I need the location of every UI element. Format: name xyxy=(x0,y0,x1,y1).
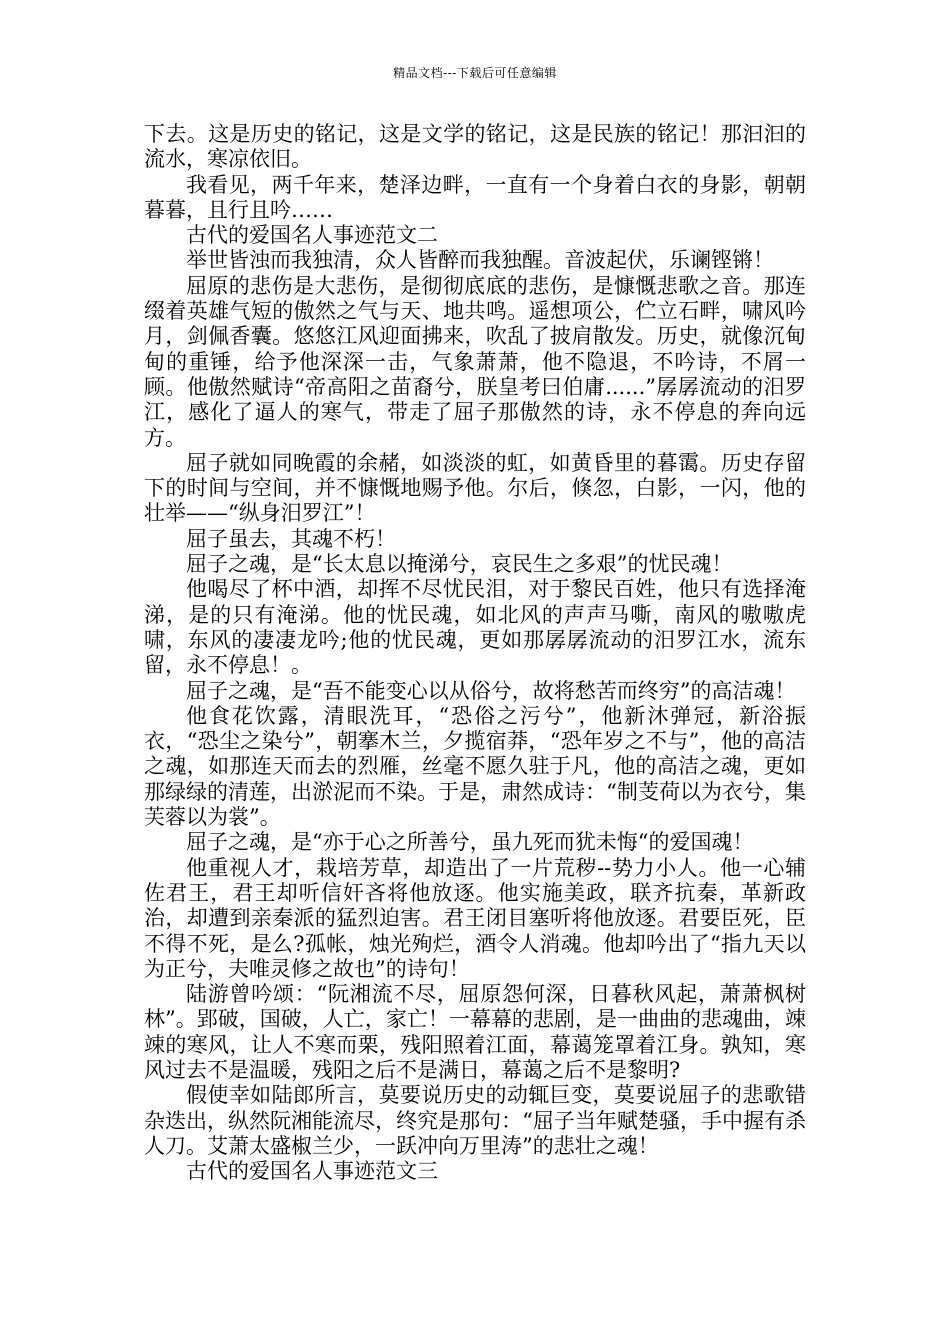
section-heading: 古代的爱国名人事迹范文二 xyxy=(186,223,438,248)
paragraph: 陆游曾吟颂：“阮湘流不尽，屈原怨何深，日暮秋风起，萧萧枫树林”。郢破，国破，人亡，家亡！一幕幕的悲剧，是一曲曲的悲魂曲，竦竦的寒风，让人不寒而栗，残阳照着江面，幕蔼笼罩着江身。孰知，寒风过去不是温暖，残阳之后不是满日，幕蔼之后不是黎明? xyxy=(144,982,806,1082)
paragraph: 屈子之魂，是“长太息以掩涕兮，哀民生之多艰”的忧民魂！ xyxy=(186,552,733,577)
page-header: 精品文档---下载后可任意编辑 xyxy=(393,66,557,80)
section-heading: 古代的爱国名人事迹范文三 xyxy=(186,1159,438,1184)
paragraph: 他食花饮露，清眼洗耳，“恐俗之污兮”，他新沐弹冠，新浴振衣，“恐尘之染兮”，朝搴木兰，夕揽宿莽，“恐年岁之不与”，他的高洁之魂，如那连天而去的烈雁，丝毫不愿久驻于凡，他的高洁之魂，更如那绿绿的清莲，出淤泥而不染。于是，肃然成诗：“制芰荷以为衣兮，集芙蓉以为裳”。 xyxy=(144,703,806,830)
paragraph: 屈子虽去，其魂不朽！ xyxy=(186,526,396,551)
paragraph: 他喝尽了杯中酒，却挥不尽忧民泪，对于黎民百姓，他只有选择淹涕，是的只有淹涕。他的忧民魂，如北风的声声马嘶，南风的嗷嗷虎啸，东风的凄凄龙吟;他的忧民魂，更如那孱孱流动的汨罗江水，流东留，永不停息！。 xyxy=(144,577,806,678)
paragraph: 下去。这是历史的铭记，这是文学的铭记，这是民族的铭记！那汩汩的流水，寒凉依旧。 xyxy=(144,122,806,172)
paragraph: 屈原的悲伤是大悲伤，是彻彻底底的悲伤，是慷慨悲歌之音。那连缀着英雄气短的傲然之气与天、地共鸣。遥想项公，伫立石畔，啸风吟月，剑佩香囊。悠悠江风迎面拂来，吹乱了披肩散发。历史，就像沉甸甸的重锤，给予他深深一击，气象萧萧，他不隐退，不吟诗，不屑一顾。他傲然赋诗“帝高阳之苗裔兮，朕皇考曰伯庸......”孱孱流动的汨罗江，感化了逼人的寒气，带走了屈子那傲然的诗，永不停息的奔向远方。 xyxy=(144,273,806,450)
paragraph: 屈子之魂，是“亦于心之所善兮，虽九死而犹未悔“的爱国魂！ xyxy=(186,830,754,855)
paragraph: 举世皆浊而我独清，众人皆醉而我独醒。音波起伏，乐谰铿锵！ xyxy=(186,248,774,273)
paragraph: 屈子就如同晚霞的余赭，如淡淡的虹，如黄昏里的暮霭。历史存留下的时间与空间，并不慷慨地赐予他。尔后，倏忽，白影，一闪，他的壮举——“纵身汨罗江”！ xyxy=(144,450,806,526)
paragraph: 他重视人才，栽培芳草，却造出了一片荒秽--势力小人。他一心辅佐君王，君王却听信奸吝将他放逐。他实施美政，联齐抗秦，革新政治，却遭到亲秦派的猛烈迫害。君王闭目塞听将他放逐。君要臣死，臣不得不死，是么?孤帐，烛光殉烂，酒令人消魂。他却吟出了“指九天以为正兮，夫唯灵修之故也”的诗句！ xyxy=(144,855,806,981)
paragraph: 我看见，两千年来，楚泽边畔，一直有一个身着白衣的身影，朝朝暮暮，且行且吟…… xyxy=(144,172,806,222)
document-body xyxy=(144,122,806,1184)
paragraph: 屈子之魂，是“吾不能变心以从俗兮，故将愁苦而终穷”的高洁魂！ xyxy=(186,678,796,703)
paragraph: 假使幸如陆郎所言，莫要说历史的动辄巨变，莫要说屈子的悲歌错杂迭出，纵然阮湘能流尽，终究是那句：“屈子当年赋楚骚，手中握有杀人刀。艾萧太盛椒兰少，一跃冲向万里涛”的悲壮之魂！ xyxy=(144,1083,806,1158)
